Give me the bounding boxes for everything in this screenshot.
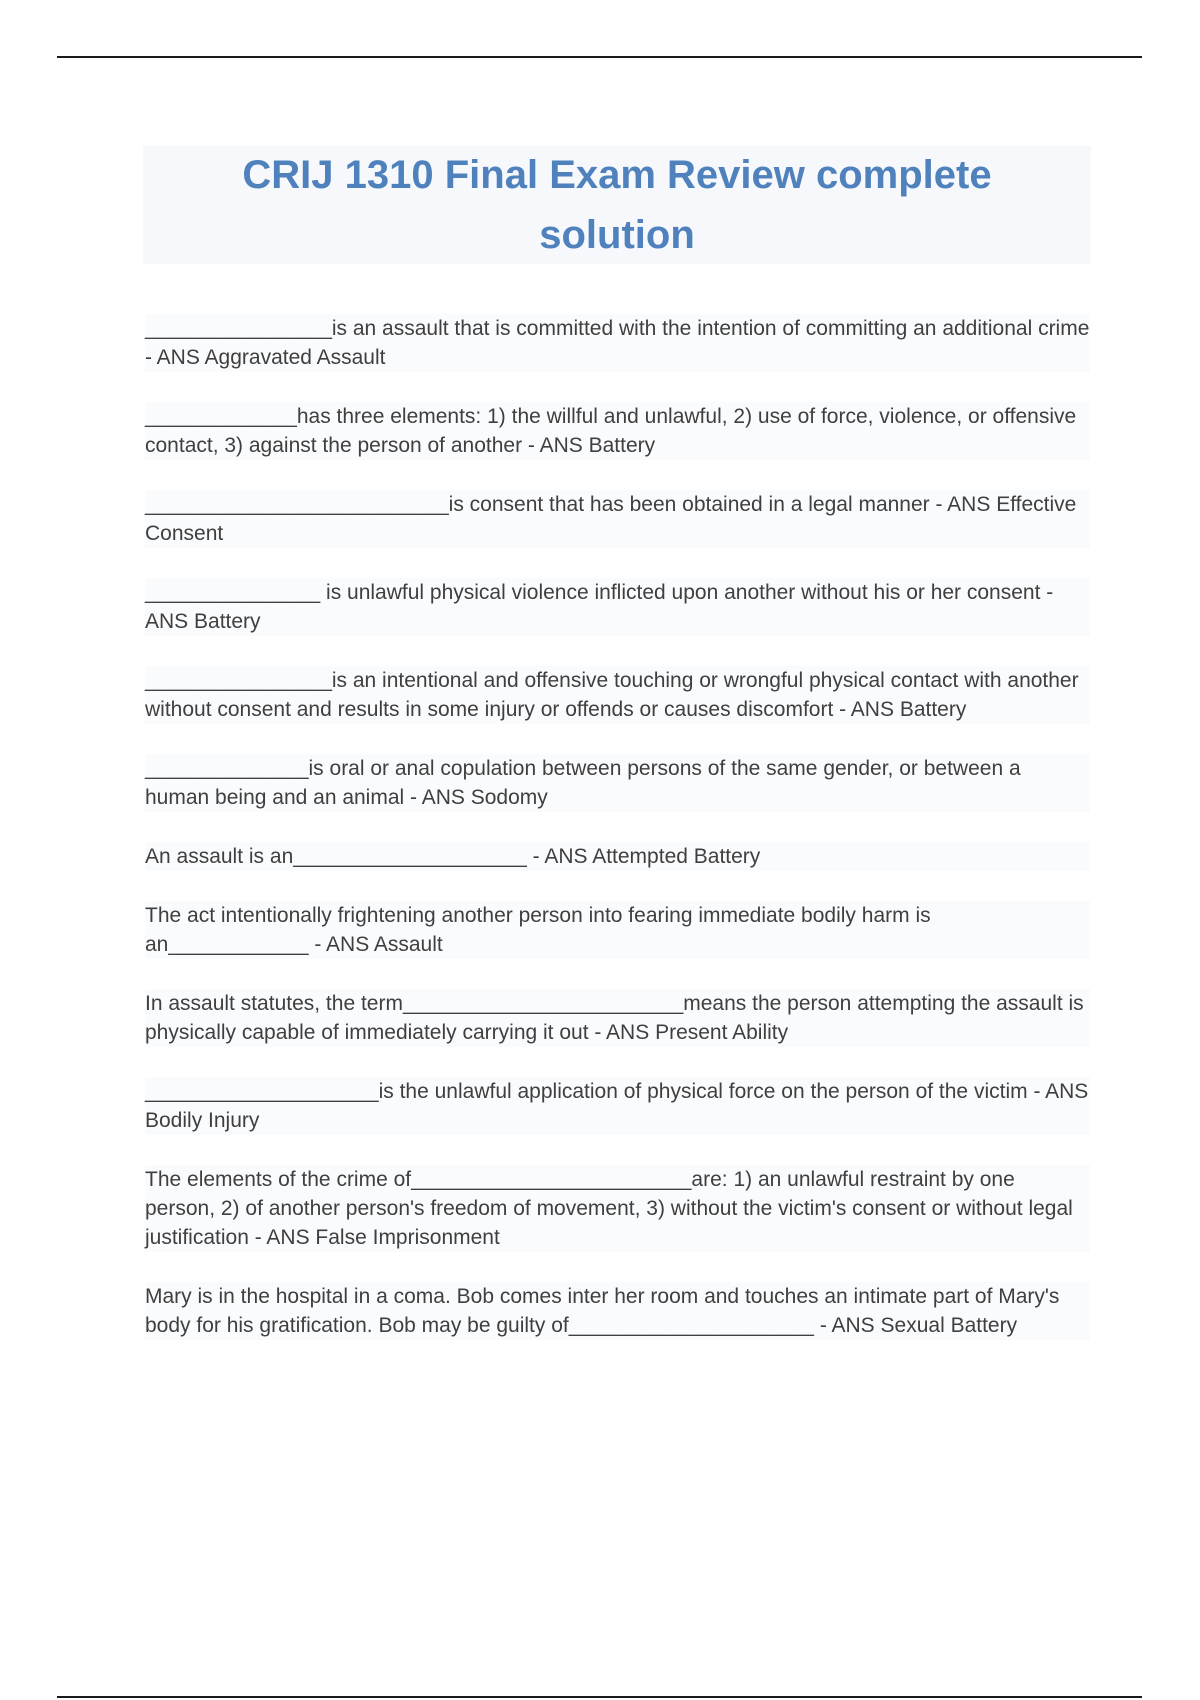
top-rule (57, 56, 1142, 58)
answer-prefix: - ANS (308, 933, 374, 956)
qa-item (145, 490, 1090, 548)
answer-prefix: - ANS (833, 698, 900, 721)
question-text: ________________is an intentional and offensive touching or wrongful physical contact with another without consent and results in some injury or offends or causes discomfort (145, 669, 1079, 721)
qa-item (145, 402, 1090, 460)
question-text: ____________________is the unlawful application of physical force on the person of the victim (145, 1080, 1028, 1103)
question-text: _______________ is unlawful physical violence inflicted upon another without his or her consent (145, 581, 1041, 604)
question-text: The elements of the crime of________________________are: 1) an unlawful restraint by one person, 2) of another person's freedom of movement, 3) without the victim's consent or without legal justification (145, 1168, 1073, 1249)
answer-prefix: - ANS (588, 1021, 656, 1044)
qa-item (145, 754, 1090, 812)
answer-text: Assault (373, 933, 443, 956)
answer-prefix: - ANS (145, 581, 1054, 633)
answer-text: Sexual Battery (880, 1314, 1018, 1337)
question-text: In assault statutes, the term________________________means the person attempting the assault is physically capable of immediately carrying it out (145, 992, 1084, 1044)
question-text: _____________has three elements: 1) the willful and unlawful, 2) use of force, violence, or offensive contact, 3) against the person of another (145, 405, 1077, 457)
answer-prefix: - ANS (526, 845, 593, 868)
answer-text: Battery (899, 698, 967, 721)
bottom-rule (57, 1696, 1142, 1698)
title-box (143, 146, 1091, 264)
answer-prefix: - ANS (145, 346, 205, 369)
answer-text: Attempted Battery (592, 845, 761, 868)
answer-text: Battery (588, 434, 656, 457)
answer-text: False Imprisonment (315, 1226, 500, 1249)
question-text: ______________is oral or anal copulation between persons of the same gender, or between a human being and an animal (145, 757, 1021, 809)
qa-item (145, 1282, 1090, 1340)
qa-item (145, 901, 1090, 959)
answer-prefix: - ANS (814, 1314, 881, 1337)
answer-text: Aggravated Assault (204, 346, 386, 369)
qa-list (145, 314, 1090, 1370)
question-text: An assault is an____________________ (145, 845, 527, 868)
qa-item (145, 842, 1090, 871)
answer-prefix: - ANS (404, 786, 471, 809)
answer-prefix: - ANS (929, 493, 997, 516)
answer-prefix: - ANS (522, 434, 589, 457)
answer-text: Bodily Injury (145, 1109, 260, 1132)
question-text: Mary is in the hospital in a coma. Bob comes inter her room and touches an intimate part of Mary's body for his gratification. Bob may be guilty of_____________________ (145, 1285, 1060, 1337)
answer-text: Battery (194, 610, 261, 633)
answer-text: Effective Consent (145, 493, 1077, 545)
answer-text: Present Ability (655, 1021, 789, 1044)
question-text: __________________________is consent that has been obtained in a legal manner (145, 493, 930, 516)
qa-item (145, 578, 1090, 636)
answer-prefix: - ANS (248, 1226, 316, 1249)
qa-item (145, 1077, 1090, 1135)
question-text: ________________is an assault that is committed with the intention of committing an additional crime (145, 317, 1090, 340)
qa-item (145, 1165, 1090, 1252)
qa-item (145, 989, 1090, 1047)
qa-item (145, 314, 1090, 372)
document-title: CRIJ 1310 Final Exam Review complete solution (242, 153, 992, 257)
answer-text: Sodomy (470, 786, 548, 809)
question-text: The act intentionally frightening another person into fearing immediate bodily harm is an____________ (145, 904, 931, 956)
answer-prefix: - ANS (1027, 1080, 1089, 1103)
qa-item (145, 666, 1090, 724)
